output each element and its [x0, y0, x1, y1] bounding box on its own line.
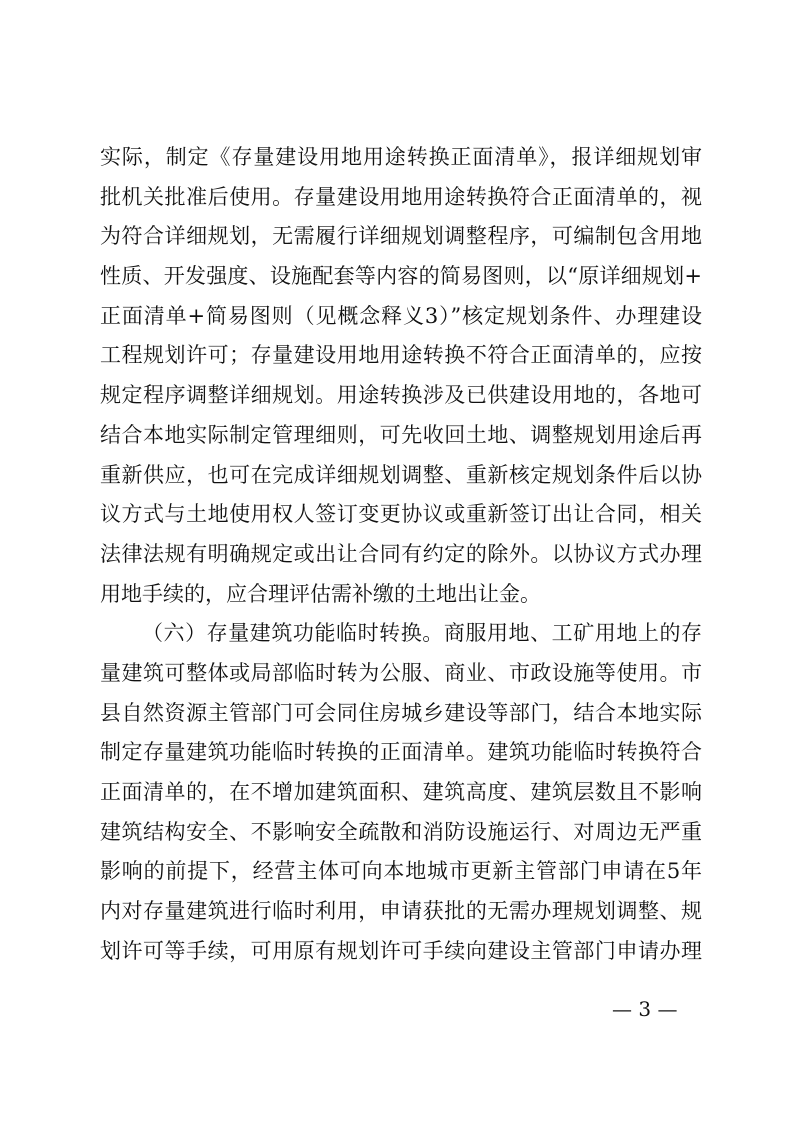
section-heading-line: （六）存量建筑功能临时转换。商服用地、工矿用地上的存	[142, 621, 702, 646]
text-line: 为符合详细规划，无需履行详细规划调整程序，可编制包含用地	[100, 224, 702, 249]
text-line: 批机关批准后使用。存量建设用地用途转换符合正面清单的，视	[100, 184, 702, 209]
text-line: 规定程序调整详细规划。用途转换涉及已供建设用地的，各地可	[100, 383, 702, 408]
text-line: 正面清单的，在不增加建筑面积、建筑高度、建筑层数且不影响	[100, 780, 702, 804]
text-line: 议方式与土地使用权人签订变更协议或重新签订出让合同，相关	[100, 502, 702, 527]
text-line: 制定存量建筑功能临时转换的正面清单。建筑功能临时转换符合	[100, 740, 702, 765]
text-line: 性质、开发强度、设施配套等内容的简易图则，以“原详细规划+	[100, 264, 702, 289]
text-line: 建筑结构安全、不影响安全疏散和消防设施运行、对周边无严重	[100, 819, 702, 844]
page-number: — 3 —	[612, 997, 678, 1021]
text-line: 结合本地实际制定管理细则，可先收回土地、调整规划用途后再	[100, 422, 702, 447]
text-line: 正面清单+简易图则（见概念释义3）”核定规划条件、办理建设	[100, 303, 702, 328]
document-body	[100, 138, 702, 971]
text-line: 量建筑可整体或局部临时转为公服、商业、市政设施等使用。市	[100, 660, 702, 685]
text-line: 用地手续的，应合理评估需补缴的土地出让金。	[100, 581, 541, 606]
text-line: 影响的前提下，经营主体可向本地城市更新主管部门申请在5年	[100, 859, 702, 884]
text-line: 县自然资源主管部门可会同住房城乡建设等部门，结合本地实际	[100, 700, 702, 725]
text-line: 重新供应，也可在完成详细规划调整、重新核定规划条件后以协	[100, 462, 702, 487]
text-line: 内对存量建筑进行临时利用，申请获批的无需办理规划调整、规	[100, 899, 702, 924]
text-line: 实际，制定《存量建设用地用途转换正面清单》，报详细规划审	[100, 145, 702, 169]
text-line: 工程规划许可；存量建设用地用途转换不符合正面清单的，应按	[100, 343, 702, 368]
text-line: 划许可等手续，可用原有规划许可手续向建设主管部门申请办理	[100, 938, 702, 963]
text-line: 法律法规有明确规定或出让合同有约定的除外。以协议方式办理	[100, 541, 702, 566]
